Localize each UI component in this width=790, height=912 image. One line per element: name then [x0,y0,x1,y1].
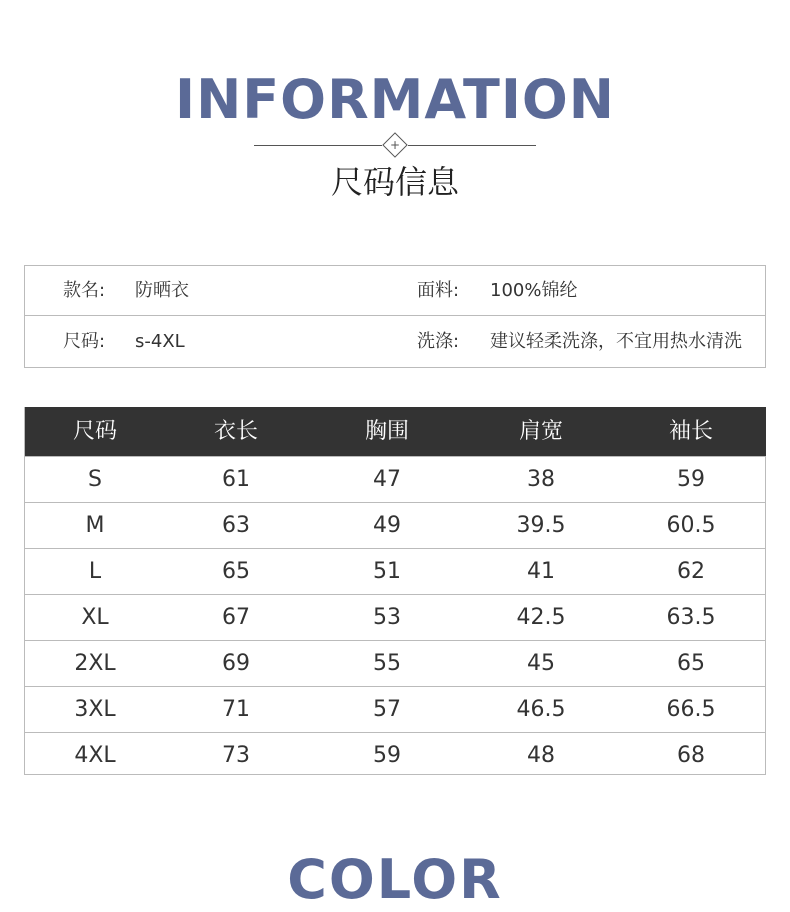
table-cell: 55 [373,651,401,676]
table-cell: 61 [222,467,250,492]
table-cell: L [88,559,102,584]
info-label-name: 款名: [63,280,106,301]
table-cell: 51 [373,559,401,584]
table-cell: 63 [222,513,250,538]
info-row-size-wash [25,317,765,367]
table-cell: 65 [677,651,705,676]
table-row [25,456,765,502]
table-cell: 4XL [74,743,116,768]
table-cell: 62 [677,559,705,584]
product-info-box [24,265,766,368]
table-cell: 67 [222,605,250,630]
table-row [25,594,765,640]
table-cell: 63.5 [666,605,716,630]
info-value-size: s-4XL [135,331,185,352]
table-cell: 46.5 [516,697,566,722]
table-cell: 69 [222,651,250,676]
info-label-fabric: 面料: [417,280,460,301]
table-header-cell: 肩宽 [518,419,563,444]
table-cell: 68 [677,743,705,768]
table-cell: 3XL [74,697,116,722]
table-cell: 59 [373,743,401,768]
table-row [25,502,765,548]
next-section-title: COLOR [287,848,503,911]
info-value-fabric: 100%锦纶 [490,280,578,301]
title-chinese: 尺码信息 [330,163,459,201]
table-cell: 57 [373,697,401,722]
table-cell: 49 [373,513,401,538]
info-label-wash: 洗涤: [417,331,460,352]
table-cell: 2XL [74,651,116,676]
title-english: INFORMATION [174,68,616,131]
table-row [25,548,765,594]
table-row [25,686,765,732]
table-cell: 66.5 [666,697,716,722]
table-cell: 48 [527,743,555,768]
table-cell: 45 [527,651,555,676]
table-cell: 65 [222,559,250,584]
divider-line-left [254,145,382,146]
table-header-cell: 尺码 [72,419,117,444]
table-header-row [25,407,766,456]
table-header-cell: 胸围 [364,419,409,444]
divider-line-right [408,145,536,146]
table-cell: 41 [527,559,555,584]
size-table [24,407,766,775]
plus-icon: + [389,138,401,152]
info-label-size: 尺码: [63,331,106,352]
table-cell: XL [81,605,109,630]
info-value-wash: 建议轻柔洗涤，不宜用热水清洗 [490,331,742,352]
table-row [25,640,765,686]
table-cell: 60.5 [666,513,716,538]
info-row-name-fabric [25,266,765,316]
table-header-cell: 衣长 [213,419,258,444]
table-row [25,732,765,774]
info-value-name: 防晒衣 [135,280,189,301]
table-cell: 39.5 [516,513,566,538]
table-header-cell: 袖长 [668,419,713,444]
table-cell: 53 [373,605,401,630]
table-cell: 42.5 [516,605,566,630]
table-cell: 71 [222,697,250,722]
title-divider [254,133,536,157]
table-cell: 73 [222,743,250,768]
table-cell: 59 [677,467,705,492]
table-cell: 47 [373,467,401,492]
table-cell: S [88,467,102,492]
table-cell: 38 [527,467,555,492]
table-cell: M [85,513,105,538]
